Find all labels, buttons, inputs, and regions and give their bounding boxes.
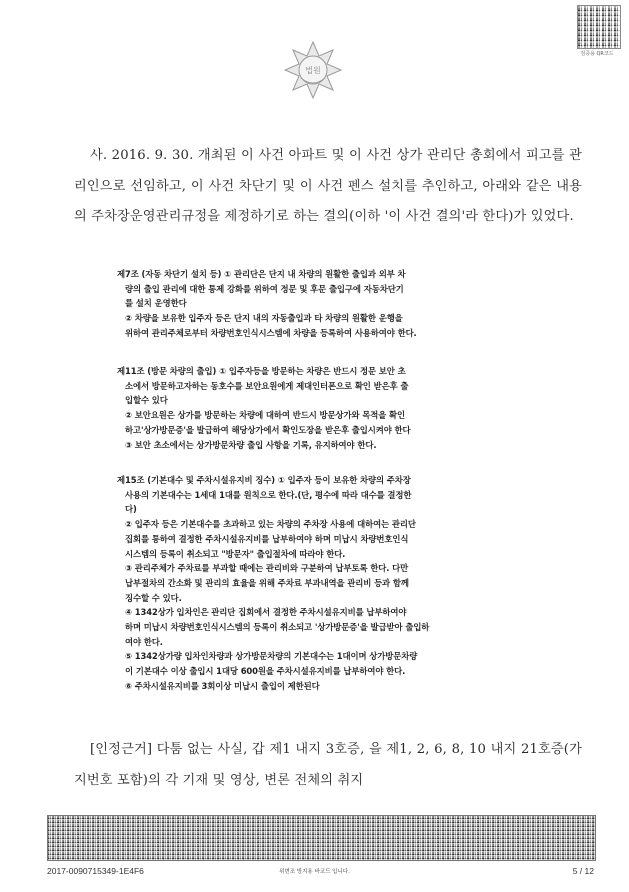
paragraph-sa: 사. 2016. 9. 30. 개최된 이 사건 아파트 및 이 사건 상가 관리단 총회에서 피고를 관리인으로 선임하고, 이 사건 차단기 및 이 사건 펜스 설치를 추인하고, 아래와 같은 내용의 주차장운영관리규정을 제정하기로 하는 결의(이하 '이 사건 결의'라 한다)가 있었다. [74,148,582,224]
qr-caption: 검증용 QR코드 [580,51,614,57]
court-emblem-icon [281,38,345,102]
excerpt-line: 입할수 있다 [125,395,168,406]
excerpt-line: 를 설치 운영한다 [125,298,187,309]
page-number: 5 / 12 [572,866,594,876]
excerpt-line: 하며 미납시 차량번호인식시스템의 등록이 취소되고 '상가방문증'을 발급받아 출입하 [125,622,430,633]
excerpt-line: ② 차량을 보유한 입주자 등은 단지 내의 자동출입과 타 차량의 원활한 운행을 [125,313,403,324]
excerpt-line: ② 보안요원은 상가를 방문하는 차량에 대하여 반드시 방문상가와 목적을 확인 [125,410,406,421]
emblem-text: 법원 [305,66,321,75]
excerpt-line: ⑤ 1342상가량 입차인차량과 상가방문차량의 기본대수는 1대이며 상가방문차량 [125,651,418,662]
excerpt-line: 위하여 관리주체로부터 차량번호인식시스템에 차량을 등록하여 사용하여야 한다. [125,327,417,338]
excerpt-line: 량의 출입 관리에 대한 통제 강화를 위하여 정문 및 후문 출입구에 자동차단기 [125,283,404,294]
excerpt-line: 여야 한다. [125,636,163,647]
excerpt-line: 다) [125,504,137,515]
excerpt-article-15 [117,473,505,694]
document-id: 2017-0090715349-1E4F6 [47,866,144,876]
qr-code-icon [578,6,620,48]
excerpt-line: 제11조 (방문 차량의 출입) ① 입주자등을 방문하는 차량은 반드시 정문 보안 초 [117,366,406,376]
excerpt-article-11 [117,364,505,452]
excerpt-line: 하고'상가방문증'을 발급하여 해당상가에서 확인도장을 받은후 출입시켜야 한다 [125,424,411,435]
excerpt-line: ② 입주자 등은 기본대수를 초과하고 있는 차량의 주차장 사용에 대하여는 관리단 [125,519,416,530]
excerpt-line: 시스템의 등록이 취소되고 "방문자" 출입절차에 따라야 한다. [125,548,346,559]
paragraph-basis: [인정근거] 다툼 없는 사실, 갑 제1 내지 3호증, 을 제1, 2, 6, 8, 10 내지 21호증(가지번호 포함)의 각 기재 및 영상, 변론 전체의 취지 [74,742,582,788]
barcode-note: 위변조 방지용 바코드 입니다. [279,869,350,875]
excerpt-line: ④ 1342상가 입차인은 관리단 집회에서 결정한 주차시설유지비를 납부하여야 [125,607,407,618]
excerpt-line: 제15조 (기본대수 및 주차시설유지비 징수) ① 입주자 등이 보유한 차량의 주차장 [117,475,411,485]
excerpt-line: 사용의 기본대수는 1세대 1대를 원칙으로 한다.(단, 평수에 따라 대수를 결정한 [125,489,412,500]
excerpt-line: ③ 보안 초소에서는 상가방문차량 출입 사항을 기록, 유지하여야 한다. [125,439,377,450]
excerpt-line: ⑥ 주차시설유지비를 3회이상 미납시 출입이 제한된다 [125,680,320,691]
excerpt-line: ③ 관리주체가 주차료를 부과할 때에는 관리비와 구분하여 납부토록 한다. 다만 [125,563,409,574]
barcode-icon [47,815,596,861]
excerpt-line: 집회를 통하여 결정한 주차시설유지비를 납부하여야 하며 미납시 차량번호인식 [125,533,409,544]
excerpt-line: 납부절차의 간소화 및 관리의 효율을 위해 주차료 부과내역을 관리비 등과 함께 [125,577,409,588]
excerpt-article-7 [117,267,505,341]
excerpt-line: 징수할 수 있다. [125,592,182,603]
excerpt-line: 제7조 (자동 차단기 설치 등) ① 관리단은 단지 내 차량의 원활한 출입과 외부 차 [117,269,406,279]
excerpt-line: 소에서 방문하고자하는 동호수를 보안요원에게 제대인터폰으로 확인 받은후 출 [125,380,409,391]
excerpt-line: 이 기본대수 이상 출입시 1대당 600원을 주차시설유지비를 납부하여야 한다. [125,666,406,677]
